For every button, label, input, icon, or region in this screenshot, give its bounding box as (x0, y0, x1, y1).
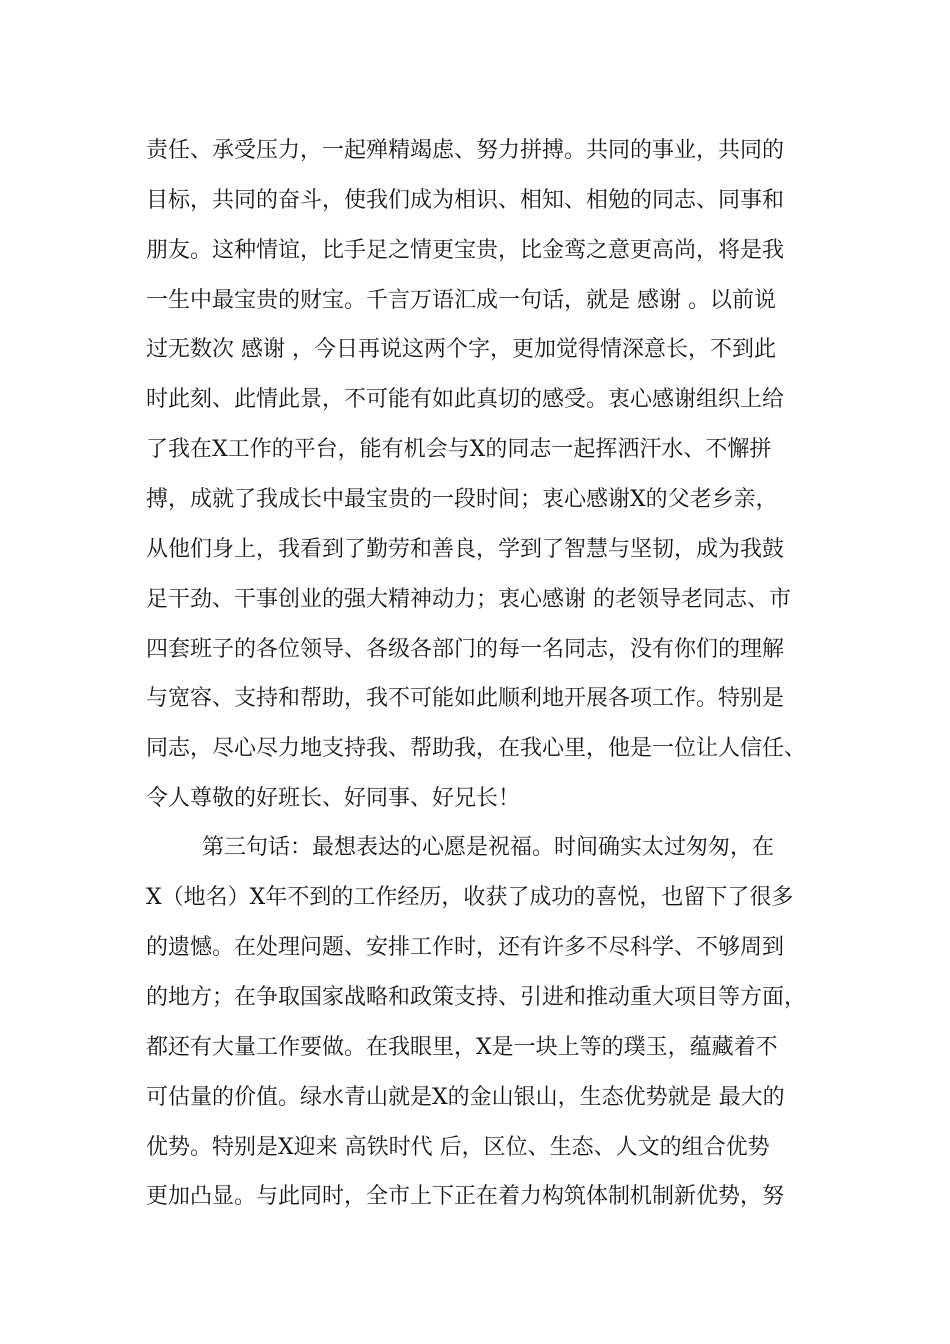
text-line: 目标，共同的奋斗，使我们成为相识、相知、相勉的同志、同事和 (146, 188, 785, 213)
text-line: 优势。特别是X迎来 高铁时代 后，区位、生态、人文的组合优势 (146, 1135, 770, 1160)
text-line: 与宽容、支持和帮助，我不可能如此顺利地开展各项工作。特别是 (146, 686, 785, 711)
paragraph-first-line: 第三句话：最想表达的心愿是祝福。时间确实太过匆匆，在 (202, 835, 775, 860)
text-line: 足干劲、干事创业的强大精神动力；衷心感谢 的老领导老同志、市 (146, 587, 791, 612)
text-line: X（地名）X年不到的工作经历，收获了成功的喜悦，也留下了很多 (146, 885, 794, 910)
text-line: 朋友。这种情谊，比手足之情更宝贵，比金鸾之意更高尚，将是我 (146, 238, 785, 263)
text-line: 从他们身上，我看到了勤劳和善良，学到了智慧与坚韧，成为我鼓 (146, 537, 785, 562)
text-line: 都还有大量工作要做。在我眼里，X是一块上等的璞玉，蕴藏着不 (146, 1035, 778, 1060)
text-line: 同志，尽心尽力地支持我、帮助我，在我心里，他是一位让人信任、 (146, 736, 807, 761)
text-line: 四套班子的各位领导、各级各部门的每一名同志，没有你们的理解 (146, 637, 785, 662)
text-line: 了我在X工作的平台，能有机会与X的同志一起挥洒汗水、不懈拼 (146, 437, 772, 462)
text-line: 的地方；在争取国家战略和政策支持、引进和推动重大项目等方面， (146, 985, 807, 1010)
text-line: 一生中最宝贵的财宝。千言万语汇成一句话，就是 感谢 。以前说 (146, 288, 776, 313)
text-line: 令人尊敬的好班长、好同事、好兄长！ (146, 786, 521, 811)
text-line: 更加凸显。与此同时，全市上下正在着力构筑体制机制新优势，努 (146, 1184, 785, 1209)
text-line: 过无数次 感谢 ，今日再说这两个字，更加觉得情深意长，不到此 (146, 337, 776, 362)
text-line: 搏，成就了我成长中最宝贵的一段时间；衷心感谢X的父老乡亲， (146, 487, 778, 512)
text-line: 责任、承受压力，一起殚精竭虑、努力拼搏。共同的事业，共同的 (146, 138, 785, 163)
text-line: 可估量的价值。绿水青山就是X的金山银山，生态优势就是 最大的 (146, 1085, 785, 1110)
text-line: 时此刻、此情此景，不可能有如此真切的感受。衷心感谢组织上给 (146, 387, 785, 412)
text-line: 的遗憾。在处理问题、安排工作时，还有许多不尽科学、不够周到 (146, 935, 785, 960)
